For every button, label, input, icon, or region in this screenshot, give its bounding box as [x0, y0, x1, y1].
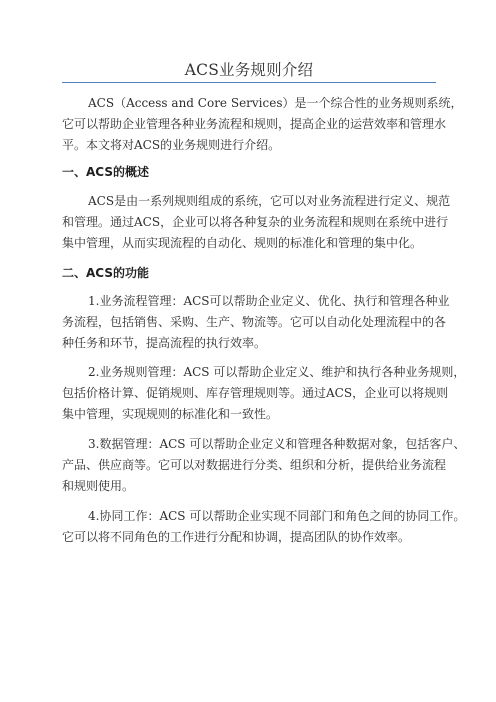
intro-line-3: 平。本文将对ACS的业务规则进行介绍。 — [62, 138, 281, 152]
overview-line-3: 集中管理，从而实现流程的自动化、规则的标准化和管理的集中化。 — [62, 236, 423, 250]
title-divider — [62, 82, 436, 83]
intro-line-2: 它可以帮助企业管理各种业务流程和规则，提高企业的运营效率和管理水 — [62, 117, 447, 131]
function-4-line-1: 4.协同工作：ACS 可以帮助企业实现不同部门和角色之间的协同工作。 — [88, 509, 466, 523]
function-2-line-1: 2.业务规则管理：ACS 可以帮助企业定义、维护和执行各种业务规则， — [88, 365, 466, 379]
section-heading-overview: 一、ACS的概述 — [62, 165, 149, 179]
function-3-line-2: 产品、供应商等。它可以对数据进行分类、组织和分析，提供给业务流程 — [62, 458, 447, 472]
function-1-line-1: 1.业务流程管理：ACS可以帮助企业定义、优化、执行和管理各种业 — [88, 294, 450, 308]
function-3-line-1: 3.数据管理：ACS 可以帮助企业定义和管理各种数据对象，包括客户、 — [88, 437, 466, 451]
intro-line-1: ACS（Access and Core Services）是一个综合性的业务规则系统， — [88, 96, 463, 110]
document-title: ACS业务规则介绍 — [184, 61, 314, 79]
function-2-line-3: 集中管理，实现规则的标准化和一致性。 — [62, 407, 279, 421]
overview-line-1: ACS是由一系列规则组成的系统，它可以对业务流程进行定义、规范 — [88, 194, 451, 208]
function-4-line-2: 它可以将不同角色的工作进行分配和协调，提高团队的协作效率。 — [62, 530, 411, 544]
section-heading-functions: 二、ACS的功能 — [62, 266, 149, 280]
overview-line-2: 和管理。通过ACS，企业可以将各种复杂的业务流程和规则在系统中进行 — [62, 215, 449, 229]
function-1-line-3: 种任务和环节，提高流程的执行效率。 — [62, 336, 267, 350]
function-1-line-2: 务流程，包括销售、采购、生产、物流等。它可以自动化处理流程中的各 — [62, 315, 447, 329]
function-3-line-3: 和规则使用。 — [62, 479, 135, 493]
function-2-line-2: 包括价格计算、促销规则、库存管理规则等。通过ACS，企业可以将规则 — [62, 386, 449, 400]
